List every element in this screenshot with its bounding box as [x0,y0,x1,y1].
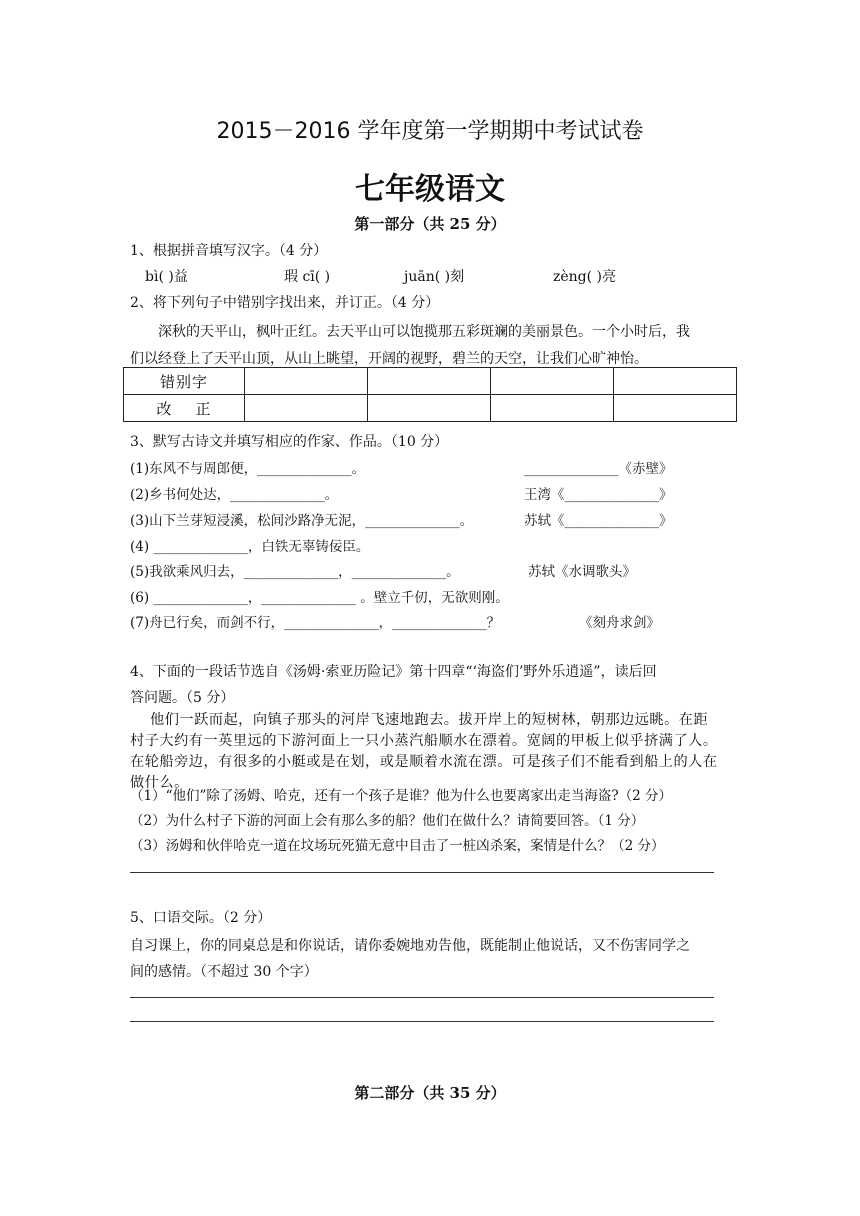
q4-question-2: （2）为什么村子下游的河面上会有那么多的船？他们在做什么？请简要回答。（1 分） [130,813,645,829]
q3-source-7: 《刻舟求剑》 [579,615,660,631]
table-cell[interactable] [368,395,491,422]
q4-question-1: （1）“他们”除了汤姆、哈克，还有一个孩子是谁？他为什么也要离家出走当海盗?（2 分） [130,788,673,804]
q2-passage-line2: 们以经登上了天平山顶，从山上眺望，开阔的视野，碧兰的天空，让我们心旷神怡。 [130,351,648,367]
q1-item-4: zèng( )亮 [553,269,617,285]
q4-passage-line3: 在轮船旁边，有很多的小艇或是在划，或是顺着水流在漂。可是孩子们不能看到船上的人在 [130,754,718,770]
q3-source-5: 苏轼《水调歌头》 [528,564,636,580]
q1-item-2: 瑕 cī( ) [284,269,331,285]
q3-source-2: 王湾《______________》 [524,487,673,503]
correction-table [123,367,737,422]
q5-prompt: 5、口语交际。（2 分） [130,910,272,926]
q1-item-3: juān( )刻 [404,269,465,285]
q5-body-line1: 自习课上，你的同桌总是和你说话，请你委婉地劝告他，既能制止他说话，又不伤害同学之 [130,938,690,954]
q2-passage-line1: 深秋的天平山，枫叶正红。去天平山可以饱揽那五彩斑斓的美丽景色。一个小时后，我 [158,324,690,340]
table-cell[interactable] [245,395,368,422]
part2-title: 第二部分（共 35 分） [354,1084,506,1102]
table-cell[interactable] [491,368,614,395]
q4-passage-line4: 做什么。 [130,775,189,791]
q4-prompt-line2: 答问题。（5 分） [130,690,235,706]
q3-line-2: (2)乡书何处达，______________。 [130,487,339,503]
answer-line[interactable] [130,997,714,998]
subject-title: 七年级语文 [355,172,505,207]
q3-source-1: ______________《赤壁》 [524,461,673,477]
q4-prompt-line1: 4、下面的一段话节选自《汤姆·索亚历险记》第十四章“‘海盗们’野外乐逍遥”，读后回 [130,664,657,680]
q4-passage-line1: 他们一跃而起，向镇子那头的河岸飞速地跑去。拔开岸上的短树林，朝那边远眺。在距 [130,712,709,728]
q3-prompt: 3、默写古诗文并填写相应的作家、作品。（10 分） [130,434,449,450]
table-cell[interactable] [614,368,737,395]
table-label-correct: 改 正 [124,395,245,422]
q4-passage-line2: 村子大约有一英里远的下游河面上一只小蒸汽船顺水在漂着。宽阔的甲板上似乎挤满了人。 [130,733,718,749]
q3-line-7: (7)舟已行矣，而剑不行，______________，______________？ [130,615,501,631]
table-cell[interactable] [491,395,614,422]
q3-line-1: (1)东风不与周郎便，______________。 [130,461,366,477]
exam-title: 2015－2016 学年度第一学期期中考试试卷 [216,119,644,144]
answer-line[interactable] [130,872,714,873]
q3-source-3: 苏轼《______________》 [524,513,673,529]
table-cell[interactable] [614,395,737,422]
q3-line-5: (5)我欲乘风归去，______________，______________。 [130,564,460,580]
q3-line-4: (4) ______________，白铁无辜铸佞臣。 [130,539,370,555]
part1-title: 第一部分（共 25 分） [354,215,506,233]
q1-prompt: 1、根据拼音填写汉字。（4 分） [130,243,328,259]
answer-line[interactable] [130,1021,714,1022]
q2-prompt: 2、将下列句子中错别字找出来，并订正。（4 分） [130,295,440,311]
table-cell[interactable] [368,368,491,395]
table-label-wrong: 错别字 [124,368,245,395]
table-cell[interactable] [245,368,368,395]
q3-line-6: (6) ______________，______________ 。壁立千仞，无欲则刚。 [130,590,509,606]
q3-line-3: (3)山下兰芽短浸溪，松间沙路净无泥，______________。 [130,513,474,529]
q1-item-1: bì( )益 [145,269,188,285]
q4-question-3: （3）汤姆和伙伴哈克一道在坟场玩死猫无意中目击了一桩凶杀案，案情是什么？（2 分） [130,838,665,854]
q5-body-line2: 间的感情。（不超过 30 个字） [130,964,318,980]
